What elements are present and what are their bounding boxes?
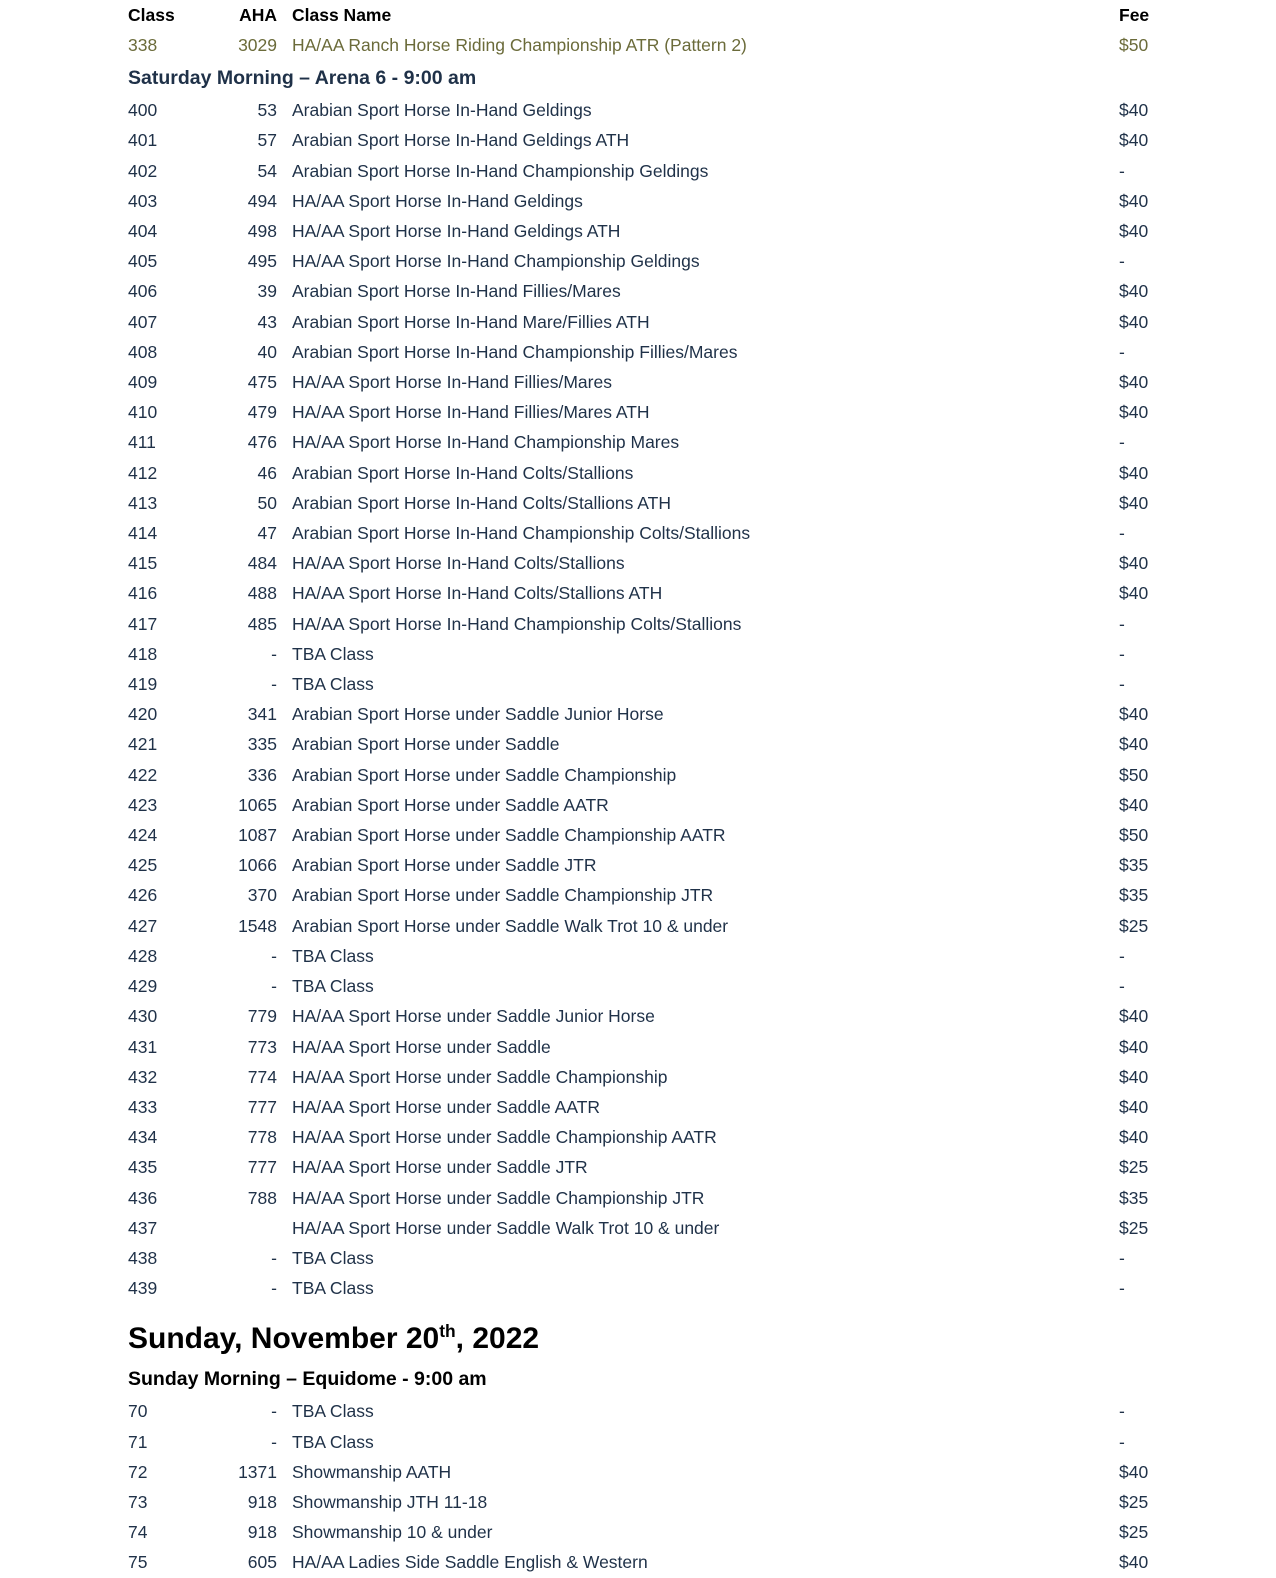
table-row xyxy=(128,1213,1134,1243)
cell-aha-number: 1065 xyxy=(238,794,277,815)
cell-class-name: Arabian Sport Horse In-Hand Championship Fillies/Mares xyxy=(292,341,738,362)
cell-aha-number: 336 xyxy=(247,764,277,785)
cell-class-name: Showmanship AATH xyxy=(292,1461,452,1482)
cell-fee: $25 xyxy=(1119,1491,1149,1512)
cell-class-number: 74 xyxy=(128,1522,148,1543)
cell-aha-number: - xyxy=(271,945,277,966)
cell-class-name: TBA Class xyxy=(292,643,374,664)
cell-class-name: Arabian Sport Horse under Saddle JTR xyxy=(292,855,597,876)
cell-class-number: 419 xyxy=(128,674,158,695)
table-row xyxy=(128,850,1134,880)
cell-fee: - xyxy=(1119,1401,1125,1422)
cell-aha-number xyxy=(224,1213,277,1243)
cell-class-name: HA/AA Sport Horse In-Hand Championship Mares xyxy=(292,432,680,453)
table-row xyxy=(128,397,1134,427)
cell-class-number: 429 xyxy=(128,976,158,997)
cell-class-name: HA/AA Sport Horse In-Hand Geldings ATH xyxy=(292,221,621,242)
cell-class-name: Arabian Sport Horse In-Hand Mare/Fillies ATH xyxy=(292,311,650,332)
cell-fee: - xyxy=(1119,945,1125,966)
cell-class-number: 401 xyxy=(128,130,158,151)
table-row xyxy=(128,669,1134,699)
cell-class-name: TBA Class xyxy=(292,674,374,695)
cell-fee: - xyxy=(1119,341,1125,362)
section-heading-row xyxy=(128,60,1134,95)
cell-fee: $40 xyxy=(1119,281,1149,302)
cell-class-name: Arabian Sport Horse In-Hand Fillies/Mares xyxy=(292,281,621,302)
cell-fee: $25 xyxy=(1119,1217,1149,1238)
cell-class-number: 427 xyxy=(128,915,158,936)
cell-fee: $40 xyxy=(1119,221,1149,242)
table-row xyxy=(128,1062,1134,1092)
cell-fee: $40 xyxy=(1119,583,1149,604)
cell-class-number: 404 xyxy=(128,221,158,242)
table-row xyxy=(128,1183,1134,1213)
cell-fee: $40 xyxy=(1119,1096,1149,1117)
cell-aha-number: 918 xyxy=(247,1491,277,1512)
table-row xyxy=(128,367,1134,397)
cell-class-number: 338 xyxy=(128,35,158,55)
cell-class-number: 409 xyxy=(128,372,158,393)
cell-fee: $40 xyxy=(1119,311,1149,332)
cell-class-name: HA/AA Sport Horse In-Hand Championship Colts/Stallions xyxy=(292,613,742,634)
cell-class-name: TBA Class xyxy=(292,1247,374,1268)
cell-class-name: TBA Class xyxy=(292,1431,374,1452)
cell-class-number: 422 xyxy=(128,764,158,785)
table-row xyxy=(128,1396,1134,1426)
day-heading xyxy=(128,1303,1134,1361)
cell-aha-number: 53 xyxy=(257,100,277,121)
cell-class-number: 417 xyxy=(128,613,158,634)
cell-fee: $40 xyxy=(1119,462,1149,483)
cell-fee: $25 xyxy=(1119,915,1149,936)
table-header-row xyxy=(128,2,1134,30)
cell-class-number: 414 xyxy=(128,523,158,544)
cell-fee: - xyxy=(1119,523,1125,544)
cell-fee: - xyxy=(1119,251,1125,272)
table-row xyxy=(128,1517,1134,1547)
cell-class-number: 428 xyxy=(128,945,158,966)
cell-class-name: Arabian Sport Horse In-Hand Colts/Stallions ATH xyxy=(292,492,672,513)
cell-class-number: 430 xyxy=(128,1006,158,1027)
cell-class-number: 431 xyxy=(128,1036,158,1057)
column-header-aha: AHA xyxy=(239,5,277,25)
cell-aha-number: - xyxy=(271,976,277,997)
cell-fee: $25 xyxy=(1119,1522,1149,1543)
cell-class-name: HA/AA Sport Horse under Saddle Championship JTR xyxy=(292,1187,705,1208)
cell-fee: $40 xyxy=(1119,794,1149,815)
cell-class-name: HA/AA Sport Horse under Saddle Championship AATR xyxy=(292,1127,717,1148)
cell-aha-number: 488 xyxy=(247,583,277,604)
cell-aha-number: - xyxy=(271,1401,277,1422)
table-row xyxy=(128,488,1134,518)
table-row xyxy=(128,1547,1134,1577)
column-header-fee: Fee xyxy=(1119,5,1150,25)
cell-aha-number: 46 xyxy=(257,462,277,483)
table-row xyxy=(128,246,1134,276)
cell-aha-number: 39 xyxy=(257,281,277,302)
table-row xyxy=(128,1427,1134,1457)
cell-class-name: Arabian Sport Horse under Saddle Championship xyxy=(292,764,677,785)
table-row xyxy=(128,971,1134,1001)
class-schedule-table xyxy=(128,2,1150,1578)
table-row xyxy=(128,337,1134,367)
cell-fee: $25 xyxy=(1119,1157,1149,1178)
cell-class-number: 432 xyxy=(128,1066,158,1087)
cell-aha-number: - xyxy=(271,643,277,664)
cell-class-number: 423 xyxy=(128,794,158,815)
cell-fee: $40 xyxy=(1119,402,1149,423)
cell-aha-number: 1066 xyxy=(238,855,277,876)
cell-aha-number: 54 xyxy=(257,160,277,181)
cell-class-number: 420 xyxy=(128,704,158,725)
cell-fee: $50 xyxy=(1119,825,1149,846)
cell-aha-number: 777 xyxy=(247,1096,277,1117)
cell-aha-number: - xyxy=(271,1247,277,1268)
table-row xyxy=(128,729,1134,759)
day-heading-date: Sunday, November 20 xyxy=(128,1322,440,1356)
cell-fee: $40 xyxy=(1119,1066,1149,1087)
table-row xyxy=(128,30,1134,60)
cell-class-number: 72 xyxy=(128,1461,148,1482)
table-row xyxy=(128,820,1134,850)
cell-fee: $35 xyxy=(1119,855,1149,876)
cell-class-number: 426 xyxy=(128,885,158,906)
cell-fee: - xyxy=(1119,674,1125,695)
table-row xyxy=(128,1122,1134,1152)
cell-aha-number: 43 xyxy=(257,311,277,332)
cell-fee: $50 xyxy=(1119,764,1149,785)
cell-fee: $50 xyxy=(1119,35,1149,55)
cell-fee: - xyxy=(1119,1247,1125,1268)
cell-aha-number: 335 xyxy=(247,734,277,755)
cell-aha-number: 605 xyxy=(247,1552,277,1573)
table-row xyxy=(128,880,1134,910)
table-row xyxy=(128,578,1134,608)
cell-aha-number: 774 xyxy=(247,1066,277,1087)
cell-class-number: 421 xyxy=(128,734,158,755)
cell-fee: - xyxy=(1119,643,1125,664)
cell-class-name: Arabian Sport Horse under Saddle xyxy=(292,734,560,755)
cell-aha-number: 484 xyxy=(247,553,277,574)
section-heading-row xyxy=(128,1361,1134,1396)
cell-class-number: 418 xyxy=(128,643,158,664)
cell-class-name: Showmanship JTH 11-18 xyxy=(292,1491,488,1512)
cell-class-name: Arabian Sport Horse In-Hand Championship Colts/Stallions xyxy=(292,523,751,544)
table-row xyxy=(128,941,1134,971)
table-row xyxy=(128,699,1134,729)
day-heading-year: , 2022 xyxy=(455,1322,540,1356)
cell-class-name: TBA Class xyxy=(292,976,374,997)
cell-aha-number: 1548 xyxy=(238,915,277,936)
table-row xyxy=(128,156,1134,186)
cell-class-name: Arabian Sport Horse In-Hand Colts/Stallions xyxy=(292,462,634,483)
table-row xyxy=(128,760,1134,790)
cell-class-number: 73 xyxy=(128,1491,148,1512)
cell-fee: $40 xyxy=(1119,1552,1149,1573)
table-row xyxy=(128,609,1134,639)
cell-fee: - xyxy=(1119,1278,1125,1299)
table-body xyxy=(128,30,1149,1578)
table-row xyxy=(128,518,1134,548)
cell-class-number: 75 xyxy=(128,1552,148,1573)
cell-class-number: 71 xyxy=(128,1431,148,1452)
cell-class-name: TBA Class xyxy=(292,1278,374,1299)
column-header-class-name: Class Name xyxy=(292,5,392,25)
cell-class-name: HA/AA Sport Horse In-Hand Colts/Stallions xyxy=(292,553,625,574)
cell-class-name: HA/AA Ladies Side Saddle English & Western xyxy=(292,1552,648,1573)
cell-aha-number: 918 xyxy=(247,1522,277,1543)
cell-class-name: Arabian Sport Horse under Saddle Championship JTR xyxy=(292,885,714,906)
table-row xyxy=(128,216,1134,246)
cell-aha-number: 479 xyxy=(247,402,277,423)
cell-class-name: HA/AA Sport Horse under Saddle Championship xyxy=(292,1066,668,1087)
cell-aha-number: 779 xyxy=(247,1006,277,1027)
cell-fee: $40 xyxy=(1119,372,1149,393)
cell-aha-number: 485 xyxy=(247,613,277,634)
cell-class-number: 424 xyxy=(128,825,158,846)
cell-class-name: Arabian Sport Horse In-Hand Geldings xyxy=(292,100,592,121)
cell-fee: $40 xyxy=(1119,1006,1149,1027)
cell-fee: - xyxy=(1119,1431,1125,1452)
cell-class-name: Arabian Sport Horse under Saddle AATR xyxy=(292,794,609,815)
cell-fee: $40 xyxy=(1119,190,1149,211)
cell-class-name: HA/AA Sport Horse under Saddle xyxy=(292,1036,551,1057)
cell-class-number: 435 xyxy=(128,1157,158,1178)
cell-class-name: HA/AA Ranch Horse Riding Championship ATR (Pattern 2) xyxy=(292,35,747,55)
cell-fee: - xyxy=(1119,976,1125,997)
cell-class-number: 413 xyxy=(128,492,158,513)
cell-class-number: 410 xyxy=(128,402,158,423)
table-row xyxy=(128,1273,1134,1303)
table-row xyxy=(128,790,1134,820)
table-row xyxy=(128,1487,1134,1517)
cell-class-name: Arabian Sport Horse under Saddle Walk Trot 10 & under xyxy=(292,915,729,936)
cell-aha-number: 475 xyxy=(247,372,277,393)
table-row xyxy=(128,548,1134,578)
cell-aha-number: - xyxy=(271,1431,277,1452)
cell-aha-number: - xyxy=(271,674,277,695)
table-row xyxy=(128,1243,1134,1273)
cell-aha-number: 495 xyxy=(247,251,277,272)
table-row xyxy=(128,125,1134,155)
table-row xyxy=(128,1457,1134,1487)
table-row xyxy=(128,307,1134,337)
cell-fee: $35 xyxy=(1119,1187,1149,1208)
cell-aha-number: 1371 xyxy=(238,1461,277,1482)
cell-class-number: 403 xyxy=(128,190,158,211)
cell-aha-number: 778 xyxy=(247,1127,277,1148)
cell-fee: $40 xyxy=(1119,553,1149,574)
cell-class-name: HA/AA Sport Horse under Saddle JTR xyxy=(292,1157,588,1178)
cell-class-number: 416 xyxy=(128,583,158,604)
cell-class-number: 412 xyxy=(128,462,158,483)
cell-aha-number: 498 xyxy=(247,221,277,242)
cell-aha-number: - xyxy=(271,1278,277,1299)
section-heading-label: Saturday Morning – Arena 6 - 9:00 am xyxy=(128,67,477,90)
cell-class-name: HA/AA Sport Horse In-Hand Championship Geldings xyxy=(292,251,700,272)
cell-fee: $40 xyxy=(1119,130,1149,151)
cell-fee: $40 xyxy=(1119,1036,1149,1057)
cell-class-name: HA/AA Sport Horse In-Hand Fillies/Mares ATH xyxy=(292,402,650,423)
cell-class-number: 405 xyxy=(128,251,158,272)
cell-class-number: 408 xyxy=(128,341,158,362)
cell-aha-number: 777 xyxy=(247,1157,277,1178)
cell-aha-number: 370 xyxy=(247,885,277,906)
cell-class-number: 411 xyxy=(128,432,156,453)
cell-aha-number: 494 xyxy=(247,190,277,211)
cell-class-name: HA/AA Sport Horse under Saddle AATR xyxy=(292,1096,601,1117)
cell-class-name: TBA Class xyxy=(292,945,374,966)
cell-fee: $35 xyxy=(1119,885,1149,906)
table-row xyxy=(128,95,1134,125)
cell-fee: - xyxy=(1119,432,1125,453)
cell-fee: $40 xyxy=(1119,1461,1149,1482)
cell-aha-number: 57 xyxy=(257,130,277,151)
cell-fee: $40 xyxy=(1119,492,1149,513)
table-row xyxy=(128,1032,1134,1062)
cell-class-number: 70 xyxy=(128,1401,148,1422)
cell-fee: $40 xyxy=(1119,100,1149,121)
cell-class-name: Arabian Sport Horse In-Hand Geldings ATH xyxy=(292,130,630,151)
cell-class-number: 425 xyxy=(128,855,158,876)
cell-aha-number: 3029 xyxy=(238,35,277,55)
cell-class-number: 434 xyxy=(128,1127,158,1148)
cell-class-number: 438 xyxy=(128,1247,158,1268)
table-row xyxy=(128,639,1134,669)
column-header-class: Class xyxy=(128,5,175,25)
cell-class-name: Arabian Sport Horse In-Hand Championship Geldings xyxy=(292,160,709,181)
cell-class-number: 437 xyxy=(128,1217,158,1238)
cell-fee: - xyxy=(1119,613,1125,634)
cell-aha-number: 788 xyxy=(247,1187,277,1208)
cell-class-name: HA/AA Sport Horse In-Hand Geldings xyxy=(292,190,583,211)
cell-aha-number: 1087 xyxy=(238,825,277,846)
cell-class-name: TBA Class xyxy=(292,1401,374,1422)
cell-class-number: 400 xyxy=(128,100,158,121)
cell-class-name: Showmanship 10 & under xyxy=(292,1522,493,1543)
cell-class-number: 407 xyxy=(128,311,158,332)
cell-fee: $40 xyxy=(1119,1127,1149,1148)
table-row xyxy=(128,427,1134,457)
cell-class-name: HA/AA Sport Horse under Saddle Junior Horse xyxy=(292,1006,655,1027)
table-row xyxy=(128,1001,1134,1031)
cell-class-number: 406 xyxy=(128,281,158,302)
cell-class-number: 436 xyxy=(128,1187,158,1208)
cell-class-name: HA/AA Sport Horse In-Hand Colts/Stallions ATH xyxy=(292,583,663,604)
cell-class-name: HA/AA Sport Horse In-Hand Fillies/Mares xyxy=(292,372,612,393)
cell-fee: $40 xyxy=(1119,704,1149,725)
cell-class-name: Arabian Sport Horse under Saddle Championship AATR xyxy=(292,825,726,846)
cell-aha-number: 773 xyxy=(247,1036,277,1057)
cell-class-number: 439 xyxy=(128,1278,158,1299)
day-heading-row xyxy=(128,1303,1134,1361)
table-row xyxy=(128,1092,1134,1122)
cell-class-number: 415 xyxy=(128,553,158,574)
table-row xyxy=(128,186,1134,216)
cell-aha-number: 50 xyxy=(257,492,277,513)
cell-aha-number: 47 xyxy=(257,523,277,544)
day-heading-ordinal-suffix: th xyxy=(439,1321,456,1342)
table-head xyxy=(128,2,1150,30)
cell-fee: $40 xyxy=(1119,734,1149,755)
table-row xyxy=(128,911,1134,941)
cell-class-number: 433 xyxy=(128,1096,158,1117)
cell-aha-number: 476 xyxy=(247,432,277,453)
cell-aha-number: 341 xyxy=(247,704,277,725)
cell-class-name: Arabian Sport Horse under Saddle Junior Horse xyxy=(292,704,664,725)
cell-class-number: 402 xyxy=(128,160,158,181)
table-row xyxy=(128,1152,1134,1182)
table-row xyxy=(128,276,1134,306)
section-heading-label: Sunday Morning – Equidome - 9:00 am xyxy=(128,1368,487,1391)
cell-aha-number: 40 xyxy=(257,341,277,362)
cell-fee: - xyxy=(1119,160,1125,181)
cell-class-name: HA/AA Sport Horse under Saddle Walk Trot 10 & under xyxy=(292,1217,720,1238)
table-row xyxy=(128,458,1134,488)
